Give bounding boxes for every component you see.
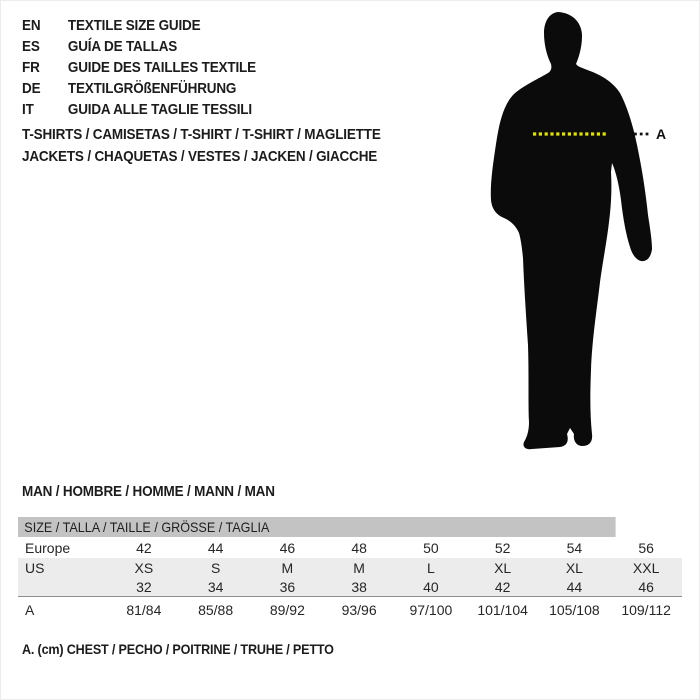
size-cell: 44 <box>207 539 224 556</box>
language-label: TEXTILGRÖßENFÜHRUNG <box>67 80 237 97</box>
row-label: US <box>25 559 45 576</box>
language-list <box>22 15 256 120</box>
table-row-us <box>18 558 682 577</box>
language-row-es <box>22 36 256 57</box>
category-jackets: JACKETS / CHAQUETAS / VESTES / JACKEN / GIACCHE <box>22 148 378 165</box>
size-cell: 89/92 <box>269 601 305 618</box>
size-cell: 46 <box>638 578 654 595</box>
size-cell: XXL <box>632 559 660 576</box>
size-cell: 50 <box>423 539 439 556</box>
size-cell: 36 <box>279 578 296 595</box>
section-title-man: MAN / HOMBRE / HOMME / MANN / MAN <box>22 483 275 500</box>
size-cell: 34 <box>207 578 224 595</box>
language-row-it <box>22 99 256 120</box>
size-cell: 40 <box>423 578 439 595</box>
size-cell: 97/100 <box>409 601 453 618</box>
category-tshirts: T-SHIRTS / CAMISETAS / T-SHIRT / T-SHIRT / MAGLIETTE <box>22 126 381 143</box>
size-cell: 101/104 <box>477 601 528 618</box>
language-code: ES <box>22 38 40 55</box>
language-code: IT <box>22 101 34 118</box>
row-label: Europe <box>25 539 71 556</box>
size-cell: 44 <box>566 578 583 595</box>
size-cell: 48 <box>351 539 367 556</box>
language-label: TEXTILE SIZE GUIDE <box>67 17 201 34</box>
row-label: A <box>25 601 35 618</box>
language-label: GUIDE DES TAILLES TEXTILE <box>67 59 256 76</box>
size-cell: M <box>353 559 365 576</box>
language-code: FR <box>22 59 40 76</box>
size-cell: 54 <box>566 539 583 556</box>
size-cell: 109/112 <box>621 601 671 618</box>
size-cell: 105/108 <box>549 601 600 618</box>
size-cell: 42 <box>136 539 152 556</box>
size-cell: 42 <box>494 578 511 595</box>
size-cell: 38 <box>351 578 367 595</box>
size-cell: S <box>210 559 221 576</box>
language-code: EN <box>22 17 41 34</box>
table-row-chest <box>18 597 682 622</box>
size-table <box>18 517 682 622</box>
size-cell: 93/96 <box>341 601 377 618</box>
category-list <box>22 124 381 168</box>
size-cell: M <box>281 559 294 576</box>
language-label: GUÍA DE TALLAS <box>67 38 178 55</box>
size-table-header: SIZE / TALLA / TAILLE / GRÖSSE / TAGLIA <box>18 517 616 537</box>
man-silhouette <box>491 12 652 449</box>
size-cell: 81/84 <box>126 601 162 618</box>
language-row-de <box>22 78 256 99</box>
man-silhouette-figure <box>470 0 700 460</box>
size-cell: XL <box>494 559 512 576</box>
size-cell: 85/88 <box>198 601 234 618</box>
size-cell: 56 <box>638 539 654 556</box>
size-cell: XS <box>134 559 154 576</box>
language-row-fr <box>22 57 256 78</box>
language-row-en <box>22 15 256 36</box>
chest-measure-label: A <box>656 126 667 142</box>
measurement-footnote: A. (cm) CHEST / PECHO / POITRINE / TRUHE / PETTO <box>22 641 334 657</box>
table-row-numeric <box>18 577 682 596</box>
table-row-europe <box>18 537 682 558</box>
language-code: DE <box>22 80 41 97</box>
table-band <box>18 558 682 597</box>
size-cell: 32 <box>136 578 152 595</box>
size-cell: XL <box>565 559 583 576</box>
language-label: GUIDA ALLE TAGLIE TESSILI <box>67 101 252 118</box>
size-cell: L <box>426 559 435 576</box>
size-cell: 46 <box>279 539 296 556</box>
size-cell: 52 <box>494 539 511 556</box>
